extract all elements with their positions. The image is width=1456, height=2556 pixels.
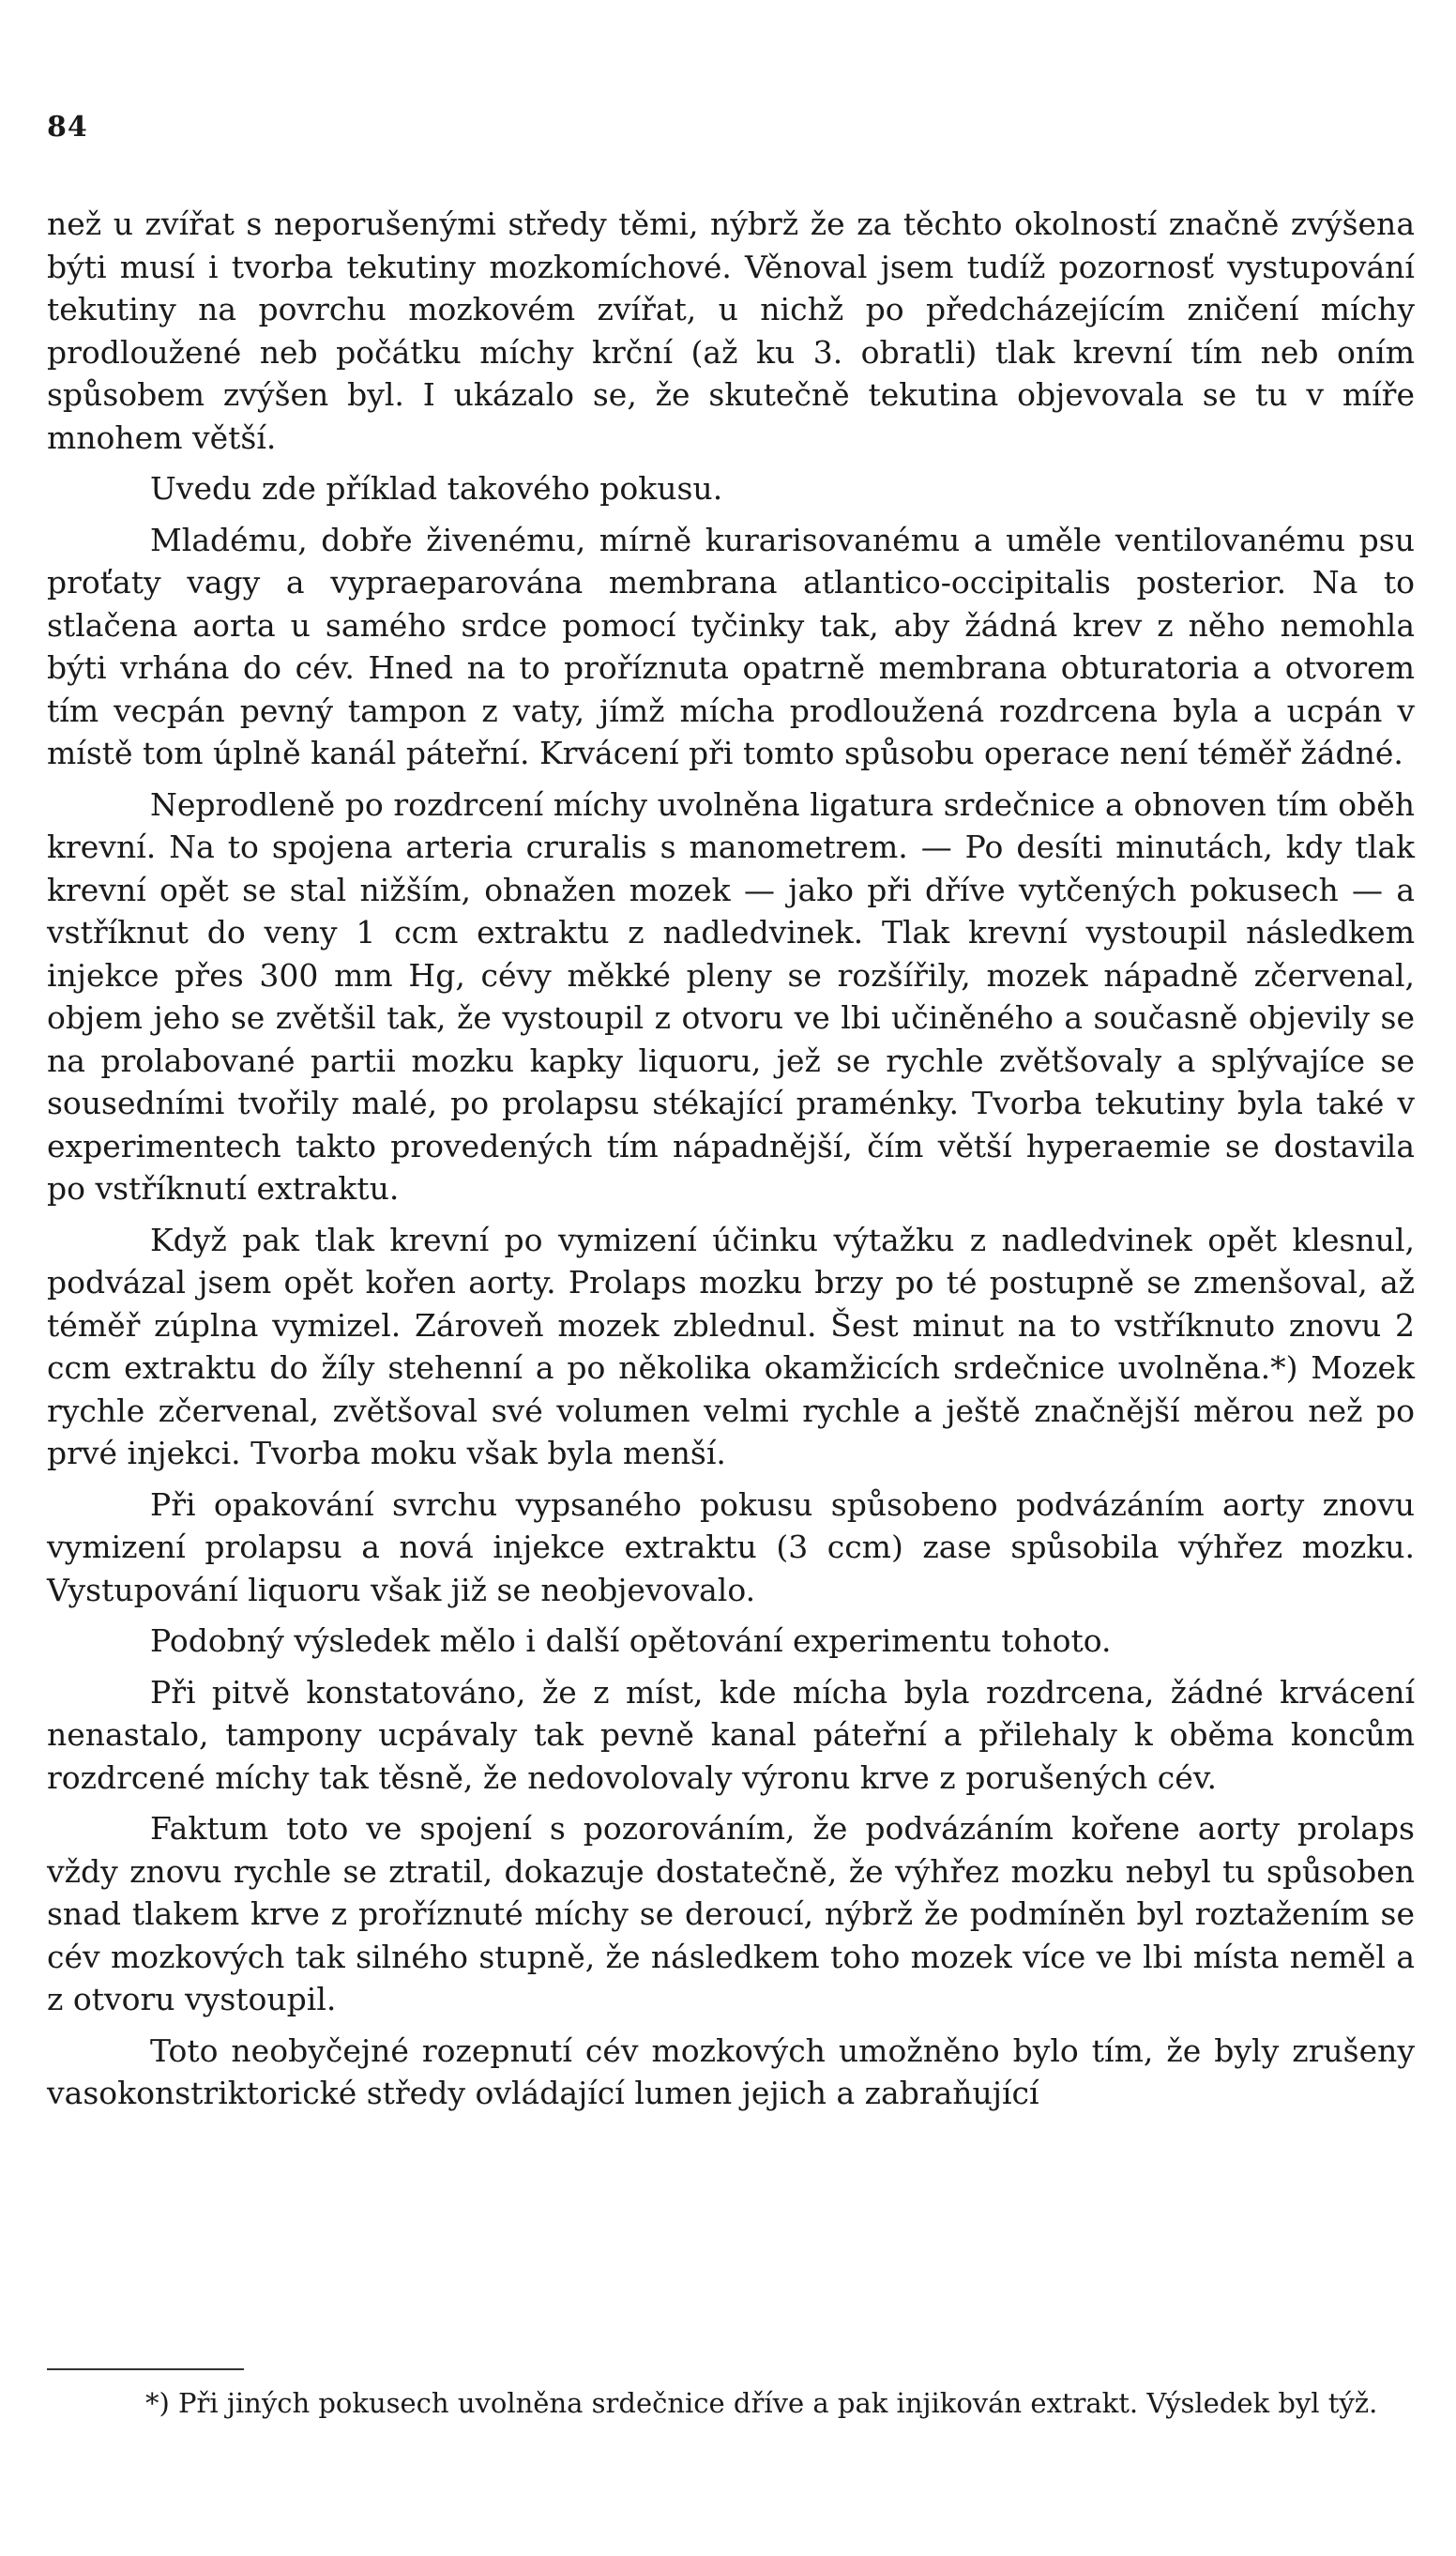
paragraph-1: než u zvířat s neporušenými středy těmi, nýbrž že za těchto okolností značně zvýšena býti musí i tvorba tekutiny mozkomíchové. Věnoval jsem tudíž pozornosť vystupování tekutiny na povrchu mozkovém zvířat, u nichž po předcházejícím zničení míchy prodloužené neb počátku míchy krční (až ku 3. obratli) tlak krevní tím neb oním spůsobem zvýšen byl. I ukázalo se, že skutečně tekutina objevovala se tu v míře mnohem větší.	[47, 205, 1415, 456]
paragraph-6: Při opakování svrchu vypsaného pokusu spůsobeno podvázáním aorty znovu vymizení prolapsu a nová injekce extraktu (3 ccm) zase spůsobila výhřez mozku. Vystupování liquoru však již se neobjevovalo.	[47, 1485, 1415, 1608]
footnote	[47, 2383, 1415, 2424]
paragraph-8: Při pitvě konstatováno, že z míst, kde mícha byla rozdrcena, žádné krvácení nenastalo, tampony ucpávaly tak pevně kanal páteřní a přilehaly k oběma koncům rozdrcené míchy tak těsně, že nedovolovaly výronu krve z porušených cév.	[47, 1673, 1415, 1796]
footnote-text: *) Při jiných pokusech uvolněna srdečnice dříve a pak injikován extrakt. Výsledek byl týž.	[145, 2387, 1378, 2419]
paragraph-3: Mladému, dobře živenému, mírně kurarisovanému a uměle ventilovanému psu proťaty vagy a vypraeparována membrana atlantico-occipitalis posterior. Na to stlačena aorta u samého srdce pomocí tyčinky tak, aby žádná krev z něho nemohla býti vrhána do cév. Hned na to proříznuta opatrně membrana obturatoria a otvorem tím vecpán pevný tampon z vaty, jímž mícha prodloužená rozdrcena byla a ucpán v místě tom úplně kanál páteřní. Krvácení při tomto spůsobu operace není téměř žádné.	[47, 521, 1415, 771]
body-text	[47, 203, 1415, 2123]
paragraph-7: Podobný výsledek mělo i další opětování experimentu tohoto.	[150, 1622, 1112, 1659]
paragraph-4: Neprodleně po rozdrcení míchy uvolněna ligatura srdečnice a obnoven tím oběh krevní. Na to spojena arteria cruralis s manometrem. — Po desíti minutách, kdy tlak krevní opět se stal nižším, obnažen mozek — jako při dříve vytčených pokusech — a vstříknut do veny 1 ccm extraktu z nadledvinek. Tlak krevní vystoupil následkem injekce přes 300 mm Hg, cévy měkké pleny se rozšířily, mozek nápadně zčervenal, objem jeho se zvětšil tak, že vystoupil z otvoru ve lbi učiněného a současně objevily se na prolabované partii mozku kapky liquoru, jež se rychle zvětšovaly a splývajíce se sousedními tvořily malé, po prolapsu stékající praménky. Tvorba tekutiny byla také v experimentech takto provedených tím nápadnější, čím větší hyperaemie se dostavila po vstříknutí extraktu.	[47, 785, 1415, 1207]
paragraph-2: Uvedu zde příklad takového pokusu.	[150, 470, 723, 507]
paragraph-5: Když pak tlak krevní po vymizení účinku výtažku z nadledvinek opět klesnul, podvázal jsem opět kořen aorty. Prolaps mozku brzy po té postupně se zmenšoval, až téměř zúplna vymizel. Zároveň mozek zblednul. Šest minut na to vstříknuto znovu 2 ccm extraktu do žíly stehenní a po několika okamžicích srdečnice uvolněna.*) Mozek rychle zčervenal, zvětšoval své volumen velmi rychle a ještě značnější měrou než po prvé injekci. Tvorba moku však byla menší.	[47, 1221, 1415, 1471]
paragraph-10: Toto neobyčejné rozepnutí cév mozkových umožněno bylo tím, že byly zrušeny vasokonstriktorické středy ovládající lumen jejich a zabraňující	[47, 2031, 1415, 2111]
paragraph-9: Faktum toto ve spojení s pozorováním, že podvázáním kořene aorty prolaps vždy znovu rychle se ztratil, dokazuje dostatečně, že výhřez mozku nebyl tu spůsoben snad tlakem krve z proříznuté míchy se deroucí, nýbrž že podmíněn byl roztažením se cév mozkových tak silného stupně, že následkem toho mozek více ve lbi místa neměl a z otvoru vystoupil.	[47, 1810, 1415, 2017]
footnote-divider	[47, 2368, 244, 2370]
page-number: 84	[47, 111, 88, 144]
